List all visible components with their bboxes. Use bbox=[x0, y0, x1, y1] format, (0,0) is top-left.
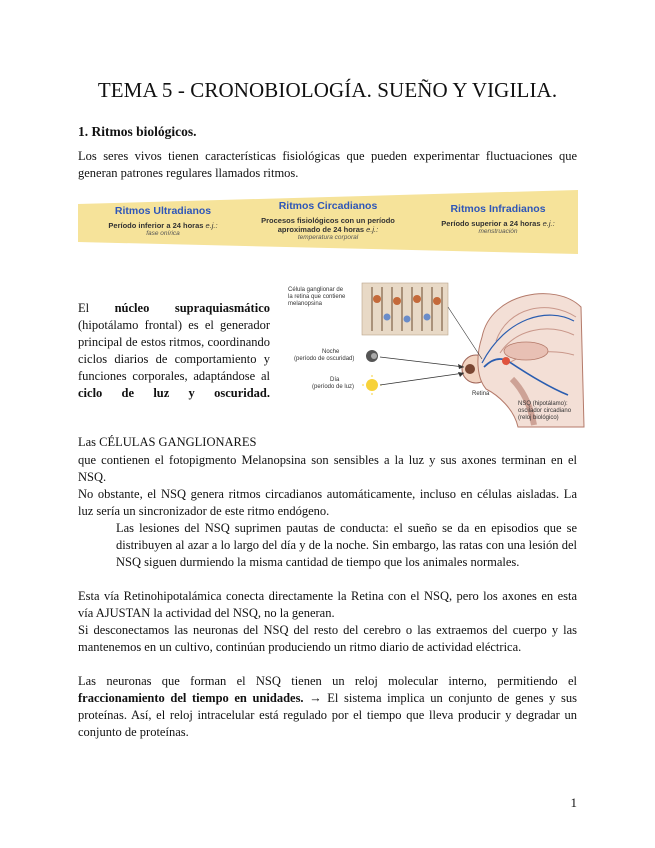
infradian-example: menstruación bbox=[478, 228, 518, 235]
ganglion-label-3: melanopsina bbox=[288, 301, 323, 307]
rhythms-band bbox=[78, 188, 578, 258]
infradian-title: Ritmos Infradianos bbox=[450, 203, 546, 215]
brain-illustration bbox=[286, 277, 586, 433]
ultradian-example: fase onírica bbox=[146, 230, 180, 237]
day-label-1: Día bbox=[330, 377, 340, 383]
celulas-heading: Las CÉLULAS GANGLIONARES bbox=[78, 435, 257, 449]
circadian-title: Ritmos Circadianos bbox=[278, 200, 378, 212]
ganglion-label-1: Célula ganglionar de bbox=[288, 287, 344, 293]
section-heading: 1. Ritmos biológicos. bbox=[78, 124, 197, 139]
nsq-label-2: oscilador circadiano bbox=[518, 408, 572, 414]
intro-paragraph: Los seres vivos tienen características fisiológicas que pueden experimentar fluctuaciones que generan patrones regulares llamados ritmos. bbox=[78, 149, 577, 180]
nsq-paragraph: El núcleo supraquiasmático (hipotálamo frontal) es el generador principal de estos ritmos, coordinando ciclos diarios de comportamiento y funciones corporales, adaptándose al ciclo de luz y oscuridad. bbox=[78, 301, 270, 400]
circadian-subtitle-2: aproximado de 24 horas e.j.: bbox=[277, 225, 379, 234]
ultradian-title: Ritmos Ultradianos bbox=[114, 205, 212, 217]
ultradian-subtitle: Período inferior a 24 horas e.j.: bbox=[108, 221, 218, 230]
noobstante-paragraph: No obstante, el NSQ genera ritmos circadianos automáticamente, incluso en células aisladas. La luz sería un sincronizador de este ritmo endógeno. bbox=[78, 487, 577, 518]
page-title: TEMA 5 - CRONOBIOLOGÍA. SUEÑO Y VIGILIA. bbox=[97, 78, 558, 102]
via-paragraph: Esta vía Retinohipotalámica conecta directamente la Retina con el NSQ, pero los axones en esta vía AJUSTAN la actividad del NSQ, no la generan. bbox=[78, 589, 577, 620]
desconectamos-paragraph: Si desconectamos las neuronas del NSQ del resto del cerebro o las extraemos del cuerpo y las mantenemos en un cultivo, continúan produciendo un ritmo diario de actividad eléctrica. bbox=[78, 623, 577, 654]
reloj-paragraph: Las neuronas que forman el NSQ tienen un reloj molecular interno, permitiendo el fraccionamiento del tiempo en unidades. → El sistema implica un conjunto de genes y sus proteínas. Así, el reloj intracelular está regulado por el tiempo que lleva producir y degradar un conjunto de proteínas. bbox=[78, 674, 578, 739]
circadian-example: temperatura corporal bbox=[297, 234, 359, 241]
brain-figure bbox=[286, 277, 586, 433]
infradian-subtitle: Período superior a 24 horas e.j.: bbox=[441, 219, 555, 228]
lesiones-paragraph: Las lesiones del NSQ suprimen pautas de conducta: el sueño se da en episodios que se distribuyen al azar a lo largo del día y de la noche. Sin embargo, las ratas con una lesión del NSQ siguen durmiendo la misma cantidad de tiempo que los animales normales. bbox=[116, 521, 577, 569]
nsq-label-3: (reloj biológico) bbox=[518, 415, 559, 421]
circadian-subtitle-1: Procesos fisiológicos con un período bbox=[261, 216, 395, 225]
page-number: 1 bbox=[570, 795, 577, 810]
nsq-label-1: NSQ (hipotálamo): bbox=[518, 401, 568, 407]
celulas-paragraph: que contienen el fotopigmento Melanopsina son sensibles a la luz y sus axones terminan en el NSQ. bbox=[78, 453, 577, 484]
ultradian-block bbox=[78, 205, 248, 237]
circadian-block bbox=[248, 200, 408, 241]
infradian-block bbox=[418, 203, 578, 235]
day-label-2: (período de luz) bbox=[312, 384, 355, 390]
night-label-2: (período de oscuridad) bbox=[294, 356, 355, 362]
ganglion-label-2: la retina que contiene bbox=[288, 294, 346, 300]
retina-label: Retina bbox=[472, 391, 490, 397]
night-label-1: Noche bbox=[322, 349, 340, 355]
